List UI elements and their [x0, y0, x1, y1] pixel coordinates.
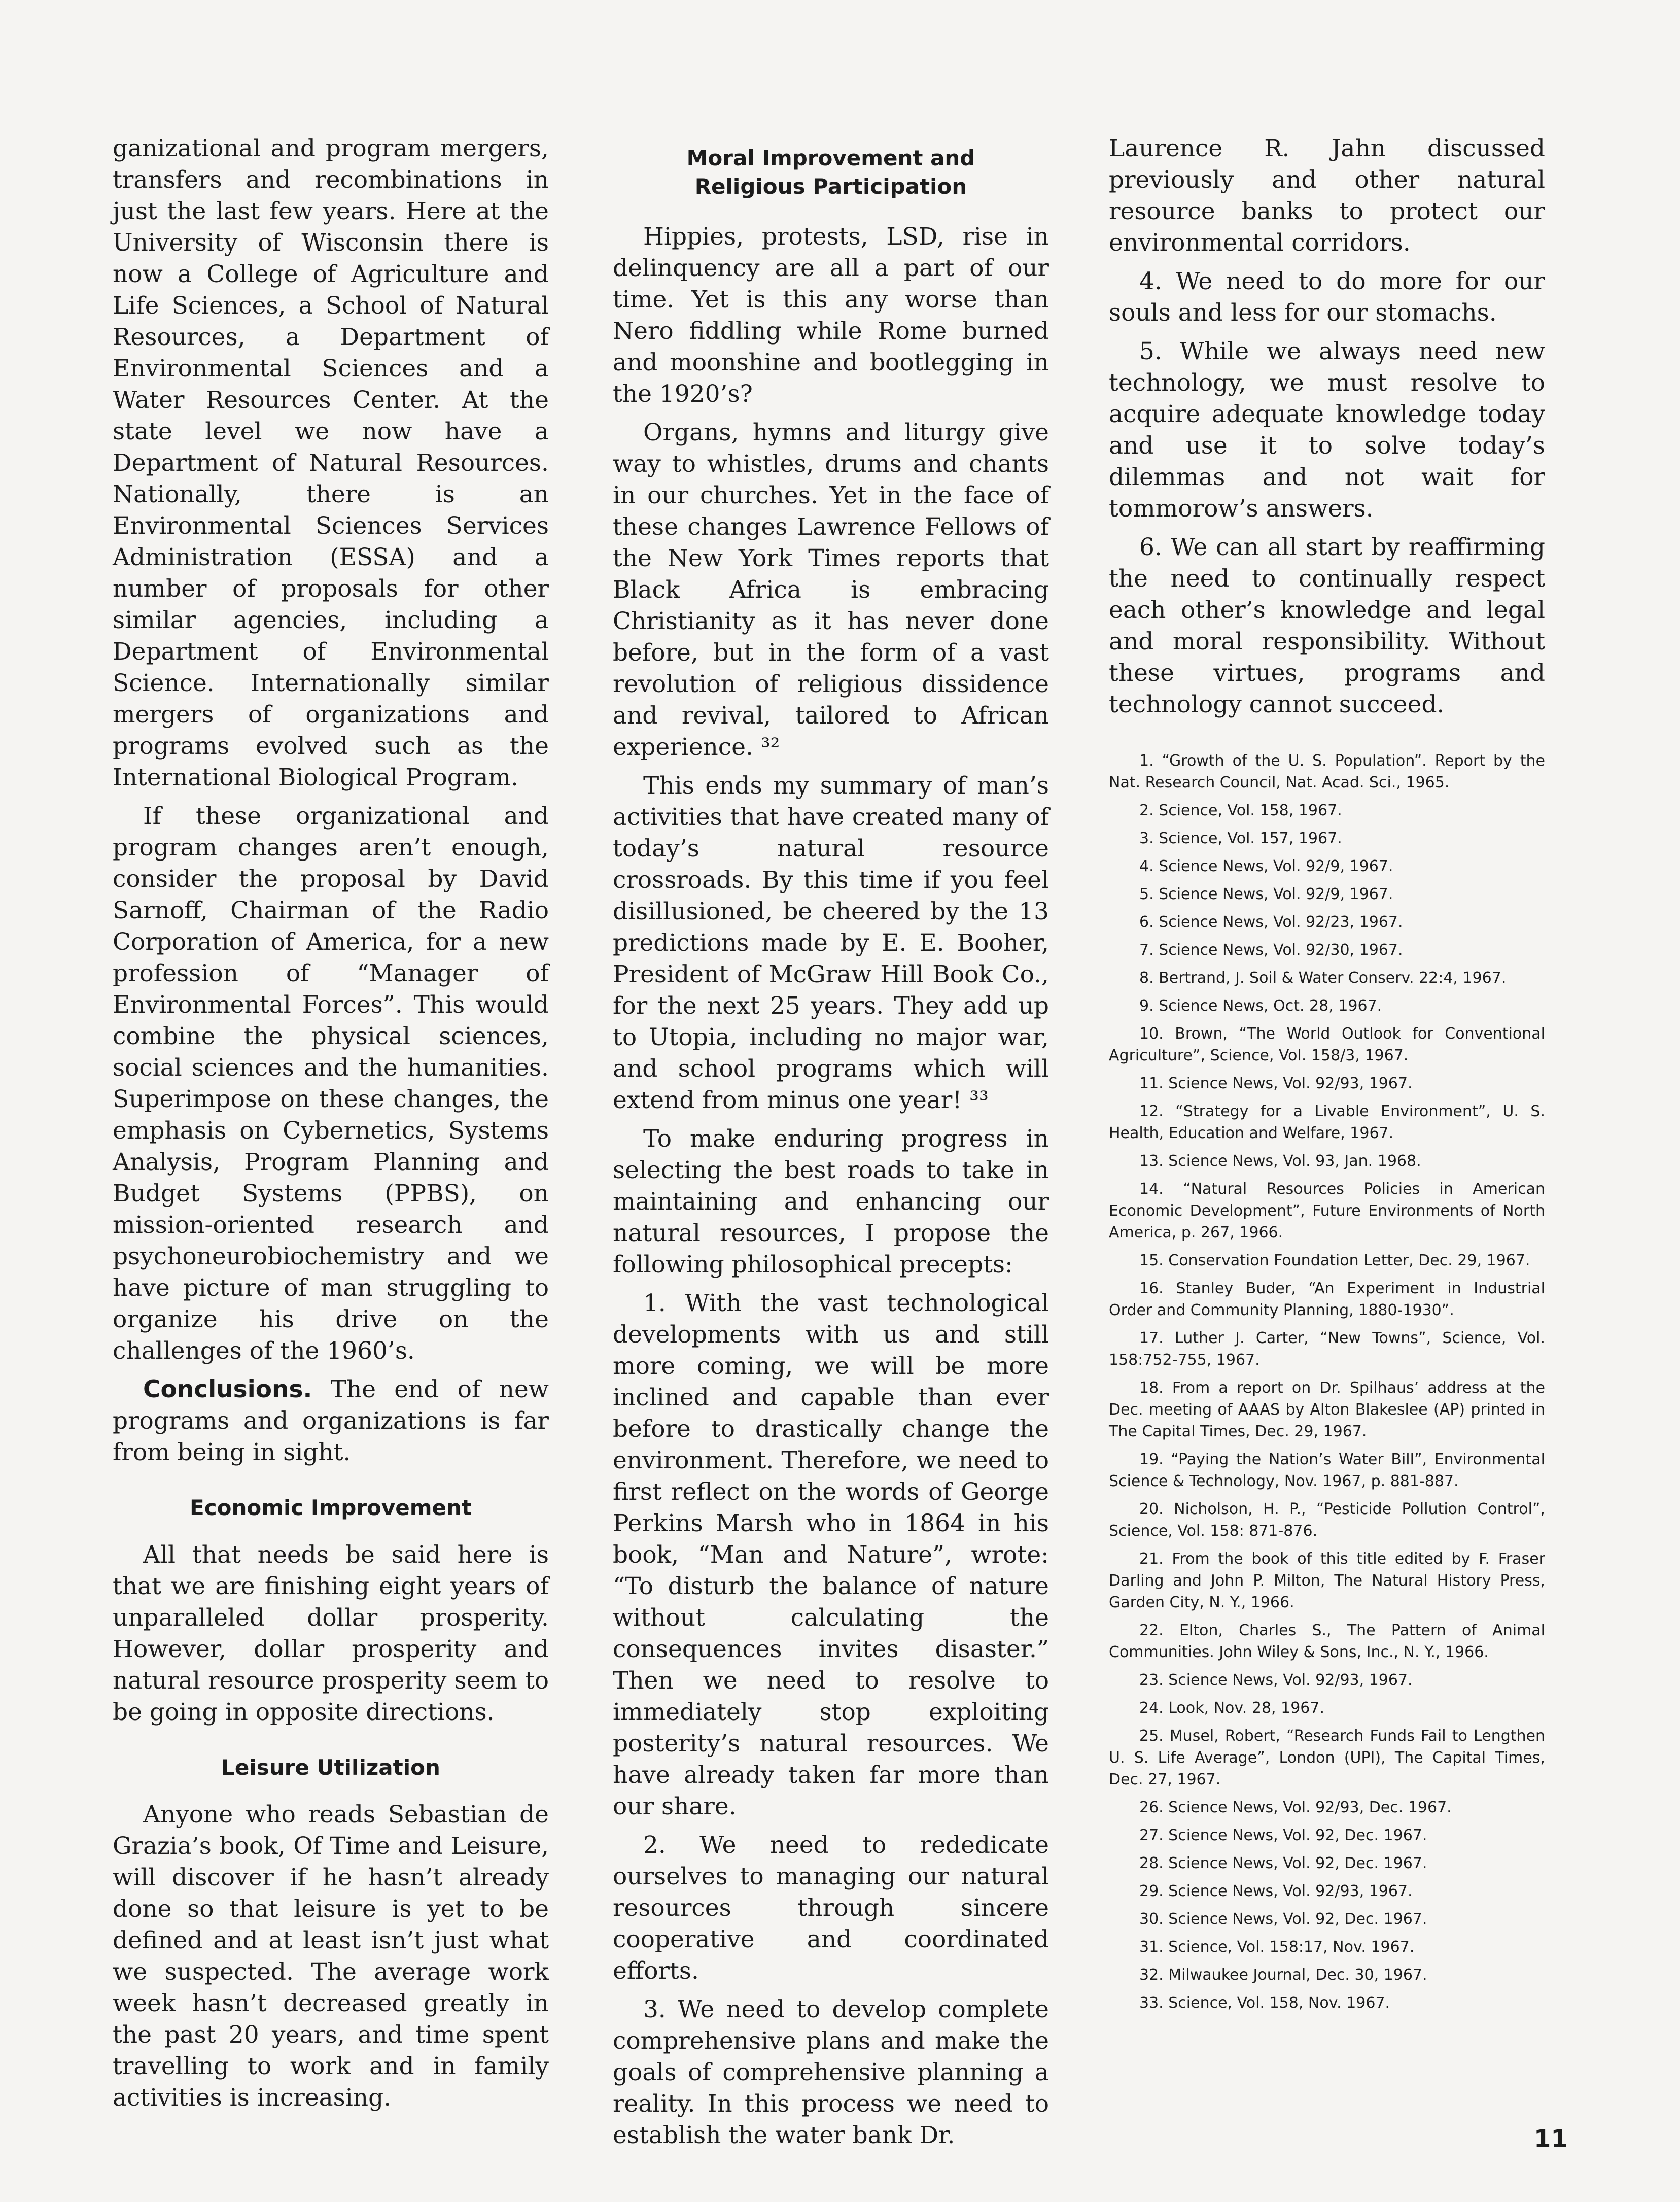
footnote: 10. Brown, “The World Outlook for Conventional Agriculture”, Science, Vol. 158/3, 1967. — [1109, 1025, 1545, 1064]
footnote: 16. Stanley Buder, “An Experiment in Industrial Order and Community Planning, 1880-1930”. — [1109, 1280, 1545, 1319]
heading-line: Religious Participation — [694, 174, 967, 199]
column-middle — [613, 133, 1049, 2151]
body-paragraph: This ends my summary of man’s activities that have created many of today’s natural resource crossroads. By this time if you feel disillusioned, be cheered by the 13 predictions made by E. E. Booher, President of McGraw Hill Book Co., for the next 25 years. They add up to Utopia, including no major war, and school programs which will extend from minus one year! ³³ — [613, 772, 1049, 1114]
footnote: 29. Science News, Vol. 92/93, 1967. — [1139, 1882, 1413, 1900]
footnote: 3. Science, Vol. 157, 1967. — [1139, 830, 1342, 847]
footnote: 26. Science News, Vol. 92/93, Dec. 1967. — [1139, 1799, 1452, 1816]
footnote: 8. Bertrand, J. Soil & Water Conserv. 22:4, 1967. — [1139, 969, 1507, 987]
footnote: 23. Science News, Vol. 92/93, 1967. — [1139, 1671, 1413, 1689]
body-paragraph: ganizational and program mergers, transfers and recombinations in just the last few years. Here at the University of Wisconsin there is now a College of Agriculture and Life Sciences, a School of Natural Resources, a Department of Environmental Sciences and a Water Resources Center. At the state level we now have a Department of Natural Resources. Nationally, there is an Environmental Sciences Services Administration (ESSA) and a number of proposals for other similar agencies, including a Department of Environmental Science. Internationally similar mergers of organizations and programs evolved such as the International Biological Program. — [113, 134, 549, 792]
footnote: 17. Luther J. Carter, “New Towns”, Science, Vol. 158:752-755, 1967. — [1109, 1329, 1545, 1369]
heading-line: Moral Improvement and — [686, 146, 975, 170]
conclusions-lead: Conclusions. — [143, 1375, 312, 1403]
footnote: 21. From the book of this title edited by F. Fraser Darling and John P. Milton, The Natural History Press, Garden City, N. Y., 1966. — [1109, 1550, 1545, 1611]
conclusions-text: The end of new programs and organizations is far from being in sight. — [113, 1375, 549, 1466]
precept-paragraph: 3. We need to develop complete comprehensive plans and make the goals of comprehensive planning a reality. In this process we need to establish the water bank Dr. — [613, 1995, 1049, 2149]
column-right — [1109, 133, 1545, 2020]
body-paragraph: If these organizational and program changes aren’t enough, consider the proposal by David Sarnoff, Chairman of the Radio Corporation of America, for a new profession of “Manager of Environmental Forces”. This would combine the physical sciences, social sciences and the humanities. Superimpose on these changes, the emphasis on Cybernetics, Systems Analysis, Program Planning and Budget Systems (PPBS), on mission-oriented research and psychoneurobiochemistry and we have picture of man struggling to organize his drive on the challenges of the 1960’s. — [113, 802, 549, 1365]
footnote: 32. Milwaukee Journal, Dec. 30, 1967. — [1139, 1966, 1427, 1984]
precept-paragraph: 1. With the vast technological developments with us and still more coming, we will be more inclined and capable than ever before to drastically change the environment. Therefore, we need to first reflect on the words of George Perkins Marsh who in 1864 in his book, “Man and Nature”, wrote: “To disturb the balance of nature without calculating the consequences invites disaster.” Then we need to resolve to immediately stop exploiting posterity’s natural resources. We have already taken far more than our share. — [613, 1289, 1049, 1820]
body-paragraph: All that needs be said here is that we are finishing eight years of unparalleled dollar prosperity. However, dollar prosperity and natural resource prosperity seem to be going in opposite directions. — [113, 1541, 549, 1726]
footnote: 15. Conservation Foundation Letter, Dec. 29, 1967. — [1139, 1252, 1530, 1269]
footnote: 19. “Paying the Nation’s Water Bill”, Environmental Science & Technology, Nov. 1967, p. 881-887. — [1109, 1451, 1545, 1490]
body-paragraph: Hippies, protests, LSD, rise in delinquency are all a part of our time. Yet is this any worse than Nero fiddling while Rome burned and moonshine and bootlegging in the 1920’s? — [613, 223, 1049, 408]
footnote: 11. Science News, Vol. 92/93, 1967. — [1139, 1075, 1413, 1092]
footnote: 14. “Natural Resources Policies in American Economic Development”, Future Environments of North America, p. 267, 1966. — [1109, 1180, 1545, 1242]
precept-paragraph: 2. We need to rededicate ourselves to managing our natural resources through sincere cooperative and coordinated efforts. — [613, 1831, 1049, 1985]
footnote: 25. Musel, Robert, “Research Funds Fail to Lengthen U. S. Life Average”, London (UPI), The Capital Times, Dec. 27, 1967. — [1109, 1727, 1545, 1788]
column-left — [113, 133, 549, 2114]
footnote: 1. “Growth of the U. S. Population”. Report by the Nat. Research Council, Nat. Acad. Sci., 1965. — [1109, 752, 1545, 792]
footnote: 12. “Strategy for a Livable Environment”, U. S. Health, Education and Welfare, 1967. — [1109, 1103, 1545, 1142]
footnote: 28. Science News, Vol. 92, Dec. 1967. — [1139, 1854, 1427, 1872]
footnote: 31. Science, Vol. 158:17, Nov. 1967. — [1139, 1938, 1415, 1956]
footnote: 20. Nicholson, H. P., “Pesticide Pollution Control”, Science, Vol. 158: 871-876. — [1109, 1500, 1545, 1540]
footnote: 9. Science News, Oct. 28, 1967. — [1139, 997, 1382, 1015]
footnote: 27. Science News, Vol. 92, Dec. 1967. — [1139, 1827, 1427, 1844]
footnote: 2. Science, Vol. 158, 1967. — [1139, 802, 1342, 819]
footnote: 5. Science News, Vol. 92/9, 1967. — [1139, 885, 1393, 903]
footnote: 6. Science News, Vol. 92/23, 1967. — [1139, 913, 1403, 931]
precept-paragraph: 5. While we always need new technology, we must resolve to acquire adequate knowledge today and use it to solve today’s dilemmas and not wait for tommorow’s answers. — [1109, 337, 1545, 523]
section-heading-moral — [613, 144, 1049, 201]
footnote: 4. Science News, Vol. 92/9, 1967. — [1139, 857, 1393, 875]
body-paragraph: To make enduring progress in selecting the best roads to take in maintaining and enhancing our natural resources, I propose the following philosophical precepts: — [613, 1125, 1049, 1279]
footnotes-list — [1109, 750, 1545, 2014]
footnote: 24. Look, Nov. 28, 1967. — [1139, 1699, 1325, 1717]
body-paragraph: Laurence R. Jahn discussed previously and other natural resource banks to protect our environmental corridors. — [1109, 134, 1545, 257]
precept-paragraph: 6. We can all start by reaffirming the need to continually respect each other’s knowledge and legal and moral responsibility. Without these virtues, programs and technology cannot succeed. — [1109, 533, 1545, 718]
conclusions-paragraph — [113, 1374, 549, 1468]
footnote: 33. Science, Vol. 158, Nov. 1967. — [1139, 1994, 1390, 2012]
section-heading-economic: Economic Improvement — [190, 1495, 472, 1520]
footnote: 18. From a report on Dr. Spilhaus’ address at the Dec. meeting of AAAS by Alton Blakeslee (AP) printed in The Capital Times, Dec. 29, 1967. — [1109, 1379, 1545, 1440]
section-heading-leisure: Leisure Utilization — [221, 1755, 440, 1780]
footnote: 7. Science News, Vol. 92/30, 1967. — [1139, 941, 1403, 959]
footnote: 30. Science News, Vol. 92, Dec. 1967. — [1139, 1910, 1427, 1928]
footnote: 22. Elton, Charles S., The Pattern of Animal Communities. John Wiley & Sons, Inc., N. Y., 1966. — [1109, 1622, 1545, 1661]
page-number: 11 — [1534, 2125, 1568, 2153]
precept-paragraph: 4. We need to do more for our souls and less for our stomachs. — [1109, 267, 1545, 327]
body-paragraph: Organs, hymns and liturgy give way to whistles, drums and chants in our churches. Yet in the face of these changes Lawrence Fellows of the New York Times reports that Black Africa is embracing Christianity as it has never done before, but in the form of a vast revolution of religious dissidence and revival, tailored to African experience. ³² — [613, 419, 1049, 761]
footnote: 13. Science News, Vol. 93, Jan. 1968. — [1139, 1152, 1421, 1170]
body-paragraph: Anyone who reads Sebastian de Grazia’s book, Of Time and Leisure, will discover if he hasn’t already done so that leisure is yet to be defined and at least isn’t just what we suspected. The average work week hasn’t decreased greatly in the past 20 years, and time spent travelling to work and in family activities is increasing. — [113, 1801, 549, 2112]
